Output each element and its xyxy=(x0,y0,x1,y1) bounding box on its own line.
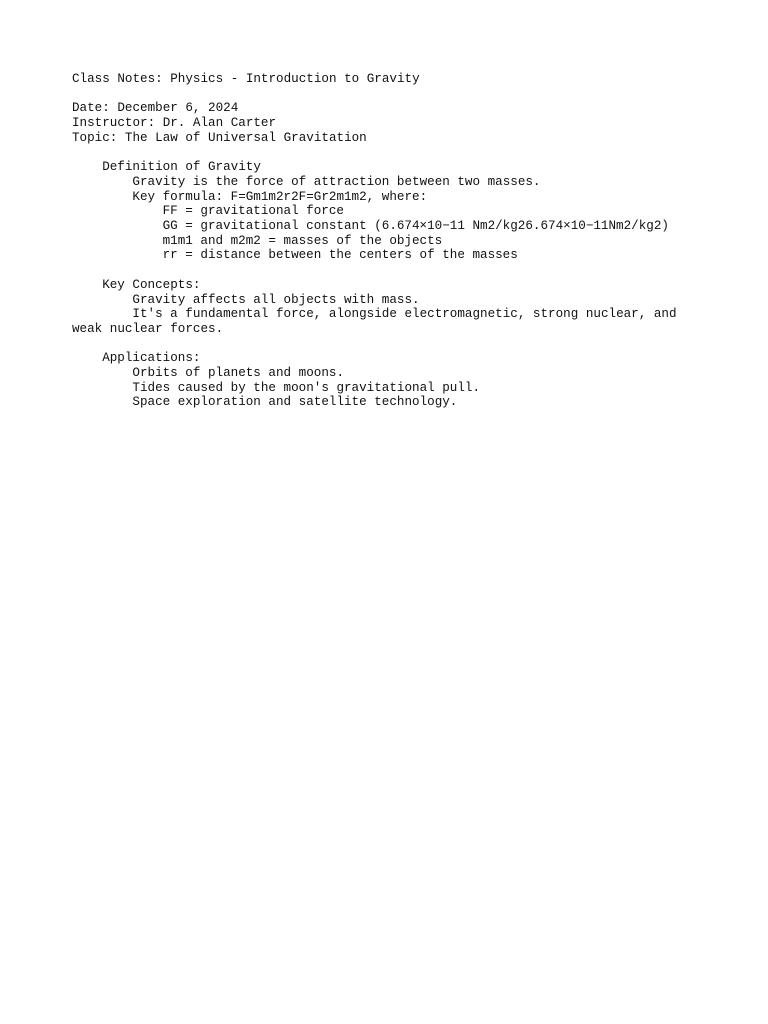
date-line: Date: December 6, 2024 xyxy=(72,101,239,116)
application-item: Space exploration and satellite technology. xyxy=(132,395,458,410)
concept-item: Gravity affects all objects with mass. xyxy=(132,292,420,307)
topic-line: Topic: The Law of Universal Gravitation xyxy=(72,130,367,145)
definition-heading: Definition of Gravity xyxy=(102,160,261,175)
spacer xyxy=(72,263,692,278)
document-page xyxy=(72,72,692,410)
term-force: FF = gravitational force xyxy=(162,204,344,219)
concept-item-continued: weak nuclear forces. xyxy=(72,321,224,336)
spacer xyxy=(72,87,692,102)
key-formula: Key formula: F=Gm1m2r2F=Gr2m1m2, where: xyxy=(132,189,428,204)
spacer xyxy=(72,337,692,352)
application-item: Tides caused by the moon's gravitational pull. xyxy=(132,380,481,395)
document-title: Class Notes: Physics - Introduction to Gravity xyxy=(72,72,420,86)
term-constant: GG = gravitational constant (6.674×10−11 Nm2/kg26.674×10−11Nm2/kg2) xyxy=(162,219,669,233)
instructor-line: Instructor: Dr. Alan Carter xyxy=(72,116,277,131)
concepts-heading: Key Concepts: xyxy=(102,277,201,292)
concept-item: It's a fundamental force, alongside electromagnetic, strong nuclear, and xyxy=(132,307,677,322)
term-masses: m1m1 and m2m2 = masses of the objects xyxy=(162,233,443,248)
definition-description: Gravity is the force of attraction between two masses. xyxy=(132,174,541,189)
applications-heading: Applications: xyxy=(102,351,201,366)
application-item: Orbits of planets and moons. xyxy=(132,366,345,380)
spacer xyxy=(72,146,692,161)
term-distance: rr = distance between the centers of the masses xyxy=(162,248,518,263)
